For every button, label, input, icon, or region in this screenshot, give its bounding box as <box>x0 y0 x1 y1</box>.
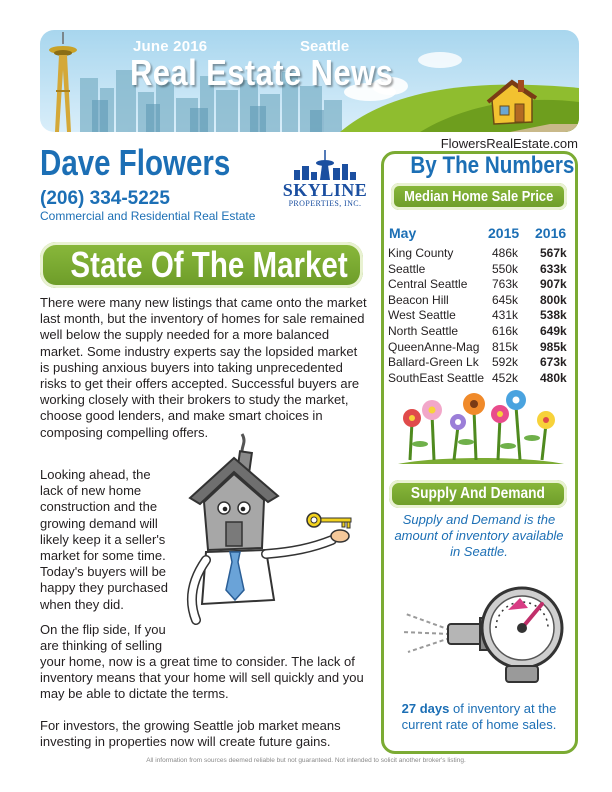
price-table <box>388 246 574 386</box>
area-name: Ballard-Green Lk <box>388 355 479 370</box>
price-2016: 907k <box>540 277 567 292</box>
header-banner <box>40 30 579 132</box>
agent-description: Commercial and Residential Real Estate <box>40 209 256 223</box>
market-paragraph-4: your home, now is a great time to consider. The lack of inventory means that your home will sell quickly and you may be able to dictate the terms. <box>40 654 364 702</box>
price-2015: 763k <box>492 277 519 292</box>
price-2016: 633k <box>540 261 567 276</box>
price-2015: 815k <box>492 339 519 354</box>
table-row <box>388 246 574 262</box>
price-2015: 452k <box>492 370 519 385</box>
issue-month: June 2016 <box>133 38 208 55</box>
state-of-market-heading <box>40 242 363 288</box>
state-of-market-label: State Of The Market <box>70 244 348 285</box>
table-row <box>388 262 574 278</box>
area-name: Seattle <box>388 261 426 276</box>
area-name: QueenAnne-Mag <box>388 339 480 354</box>
price-2016: 800k <box>540 292 567 307</box>
house-man-cartoon-icon <box>182 430 372 652</box>
price-2015: 550k <box>492 261 519 276</box>
median-price-label: Median Home Sale Price <box>404 188 554 205</box>
price-2015: 616k <box>492 323 519 338</box>
price-2015: 431k <box>492 308 519 323</box>
price-2016: 538k <box>540 308 567 323</box>
price-2015: 592k <box>492 355 519 370</box>
by-the-numbers-heading <box>397 152 575 180</box>
area-name: Central Seattle <box>388 277 468 292</box>
area-name: North Seattle <box>388 323 459 338</box>
disclaimer-footer: All information from sources deemed reliable but not guaranteed. Not intended to solicit another broker's listing. <box>146 757 466 764</box>
issue-city: Seattle <box>300 38 350 55</box>
area-name: King County <box>388 246 454 260</box>
column-header-month: May <box>389 225 417 241</box>
inventory-days-suffix: of inventory at the current rate of home sales. <box>401 701 557 733</box>
table-row <box>388 340 574 356</box>
website-link[interactable]: FlowersRealEstate.com <box>440 136 578 151</box>
price-2016: 567k <box>540 246 567 260</box>
agent-name: Dave Flowers <box>40 142 231 183</box>
table-row <box>388 277 574 293</box>
table-row <box>388 371 574 387</box>
market-paragraph-5: For investors, the growing Seattle job market means investing in properties now will create future gains. <box>40 718 341 750</box>
table-row <box>388 293 574 309</box>
median-price-heading <box>391 183 567 210</box>
price-2016: 673k <box>540 355 567 370</box>
price-2016: 480k <box>540 370 567 385</box>
area-name: SouthEast Seattle <box>388 370 485 385</box>
price-2015: 486k <box>492 246 519 260</box>
supply-demand-label: Supply And Demand <box>410 485 546 502</box>
market-paragraph-1: There were many new listings that came onto the market last month, but the inventory of homes for sale remained well below the supply needed for a more balanced market. Some industry experts say the lopsided market is pushing anxious buyers into taking unprecedented risks to get their offers accepted. Successful buyers are working closely with their brokers to study the market, choose good lenders, and make smart choices in composing compelling offers. <box>40 295 367 440</box>
price-2015: 645k <box>492 292 519 307</box>
logo-subtitle: PROPERTIES, INC. <box>288 199 362 208</box>
table-row <box>388 308 574 324</box>
market-paragraph-2: Looking ahead, the lack of new home construction and the growing demand will likely keep it a seller's market for some time. Today's buyers will be happy they purchased when they did. <box>40 467 168 612</box>
agent-phone[interactable]: (206) 334-5225 <box>40 188 170 209</box>
flowers-illustration-icon <box>396 388 566 466</box>
area-name: West Seattle <box>388 308 456 323</box>
column-header-2016: 2016 <box>535 225 567 241</box>
inventory-days-text <box>389 701 569 733</box>
price-2016: 649k <box>540 323 567 338</box>
newsletter-title: Real Estate News <box>130 52 394 93</box>
market-paragraph-3: On the flip side, If you are thinking of selling <box>40 622 166 654</box>
table-row <box>388 324 574 340</box>
inventory-days-value: 27 days <box>401 701 450 716</box>
pressure-gauge-icon <box>398 570 568 694</box>
logo-name: SKYLINE <box>282 180 368 200</box>
area-name: Beacon Hill <box>388 292 449 307</box>
price-2016: 985k <box>540 339 567 354</box>
supply-demand-heading <box>389 480 567 508</box>
table-row <box>388 355 574 371</box>
column-header-2015: 2015 <box>488 225 520 241</box>
supply-demand-description: Supply and Demand is the amount of inventory available in Seattle. <box>394 512 564 560</box>
by-the-numbers-label: By The Numbers <box>410 152 575 179</box>
